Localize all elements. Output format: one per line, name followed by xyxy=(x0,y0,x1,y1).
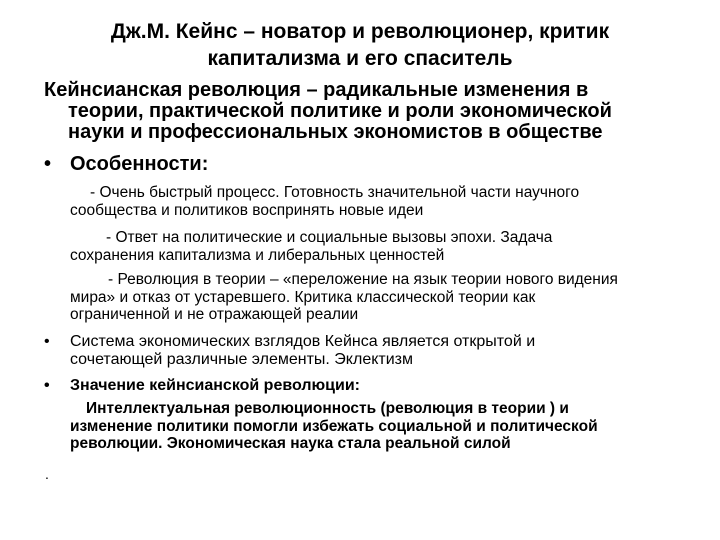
eclecticism-line-2: сочетающей различные элементы. Эклектизм xyxy=(70,351,413,368)
significance-text xyxy=(70,400,598,453)
title-line-2: капитализма и его спаситель xyxy=(207,47,513,70)
significance-line-1: Интеллектуальная революционность (революция в теории ) и xyxy=(86,400,569,417)
feature-1-line-1: - Очень быстрый процесс. Готовность значительной части научного xyxy=(90,184,580,201)
bullet-marker: • xyxy=(44,377,50,394)
feature-1-line-2: сообщества и политиков воспринять новые идеи xyxy=(70,201,424,219)
feature-3-line-2: мира» и отказ от устаревшего. Критика классической теории как xyxy=(70,288,536,306)
definition-line-1: Кейнсианская революция – радикальные изменения в xyxy=(44,79,589,101)
revolution-definition xyxy=(44,80,694,143)
definition-line-2: теории, практической политике и роли экономической xyxy=(68,100,612,122)
feature-3-line-1: - Революция в теории – «переложение на язык теории нового видения xyxy=(108,271,618,288)
significance-line-3: революции. Экономическая наука стала реальной силой xyxy=(70,435,511,452)
feature-item-3 xyxy=(70,271,618,324)
feature-2-line-2: сохранения капитализма и либеральных ценностей xyxy=(70,246,445,264)
title-line-1: Дж.М. Кейнс – новатор и революционер, критик xyxy=(110,20,610,43)
feature-2-line-1: - Ответ на политические и социальные вызовы эпохи. Задача xyxy=(106,229,553,246)
eclecticism-text xyxy=(70,333,535,369)
feature-3-line-3: ограниченной и не отражающей реалии xyxy=(70,306,359,323)
bullet-marker: • xyxy=(44,333,50,350)
slide-title xyxy=(60,18,660,72)
eclecticism-line-1: Система экономических взглядов Кейнса является открытой и xyxy=(70,333,536,350)
trailing-mark: . xyxy=(45,466,49,482)
significance-line-2: изменение политики помогли избежать социальной и политической xyxy=(70,417,598,435)
feature-item-2 xyxy=(70,229,552,264)
definition-line-3: науки и профессиональных экономистов в обществе xyxy=(68,121,603,143)
feature-item-1 xyxy=(70,184,579,219)
significance-heading: Значение кейнсианской революции: xyxy=(70,377,361,394)
bullet-marker: • xyxy=(44,153,52,175)
features-heading: Особенности: xyxy=(70,153,209,175)
